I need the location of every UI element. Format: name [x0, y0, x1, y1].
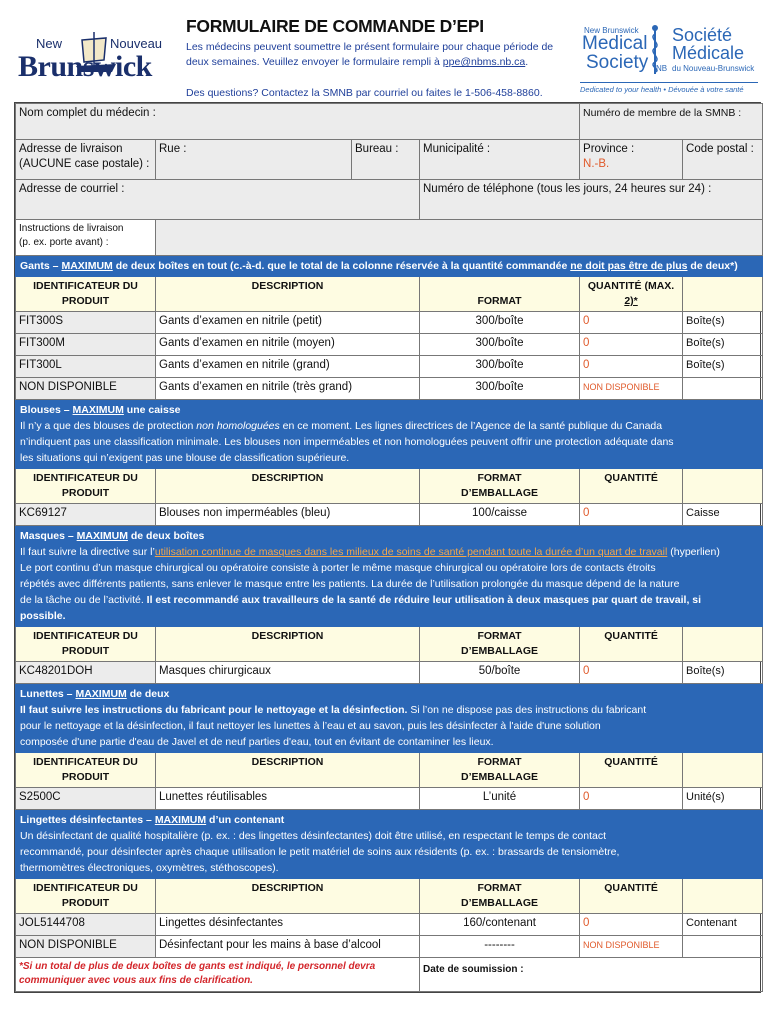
table-row: JOL5144708 Lingettes désinfectantes 160/contenant 0 Contenant	[16, 914, 763, 936]
delivery-instructions-label: Instructions de livraison (p. ex. porte avant) :	[16, 220, 156, 256]
wipes-section-band: Lingettes désinfectantes – MAXIMUM d’un contenant Un désinfectant de qualité hospitalière (p. ex. : des lingettes désinfectantes) doit être utilisé, en respectant le temps de contact recommandé, pour désinfecter après chaque utilisation le petit matériel de soins aux résidents (p. ex. : brassards de tensiomètre, thermomètres électroniques, oxymètres, stéthoscopes).	[16, 810, 763, 879]
quantity-input[interactable]: 0	[580, 914, 683, 936]
table-row: KC69127 Blouses non imperméables (bleu) 100/caisse 0 Caisse	[16, 504, 763, 526]
quantity-input[interactable]: 0	[580, 312, 683, 334]
intro-line-1: Les médecins peuvent soumettre le présent formulaire pour chaque période de	[186, 41, 554, 53]
table-row: FIT300S Gants d’examen en nitrile (petit) 300/boîte 0 Boîte(s)	[16, 312, 763, 334]
office-field[interactable]: Bureau :	[352, 140, 420, 180]
intro-line-2: deux semaines. Veuillez envoyer le formulaire rempli à ppe@nbms.nb.ca.	[186, 56, 529, 68]
goggles-section-band: Lunettes – MAXIMUM de deux Il faut suivre les instructions du fabricant pour le nettoyage et la désinfection. Si l’on ne dispose pas des instructions du fabricant pour le nettoyage et la désinfection, il faut nettoyer les lunettes à l’eau et au savon, puis les désinfecter à l'aide d'une solution composée d'une partie d'eau de Javel et de neuf parties d'eau, tout en évitant de contaminer les lieux.	[16, 684, 763, 753]
gloves-footnote: *Si un total de plus de deux boîtes de gants est indiqué, le personnel devra communiquer avec vous aux fins de clarification.	[16, 958, 420, 992]
page-title: FORMULAIRE DE COMMANDE D’EPI	[186, 16, 484, 36]
email-link[interactable]: ppe@nbms.nb.ca	[442, 56, 526, 68]
medical-society-logo: New Brunswick Medical Society Société Médicale NB du Nouveau-Brunswick Dedicated to your health • Dévouée à votre santé	[580, 22, 760, 102]
table-row: FIT300M Gants d’examen en nitrile (moyen) 300/boîte 0 Boîte(s)	[16, 334, 763, 356]
street-field[interactable]: Rue :	[156, 140, 352, 180]
unavailable-badge: NON DISPONIBLE	[580, 936, 683, 958]
gowns-section-band: Blouses – MAXIMUM une caisse Il n’y a que des blouses de protection non homologuées en ce moment. Les lignes directrices de l’Agence de la santé publique du Canada n’indiquent pas une classification minimale. Les blouses non imperméables et non homologuées peuvent offrir une protection adéquate dans les situations qui n’exigent pas une blouse de classification supérieure.	[16, 400, 763, 469]
questions-line: Des questions? Contactez la SMNB par courriel ou faites le 1-506-458-8860.	[186, 87, 543, 99]
quantity-input[interactable]: 0	[580, 504, 683, 526]
quantity-input[interactable]: 0	[580, 662, 683, 684]
email-field[interactable]: Adresse de courriel :	[16, 180, 420, 220]
masks-guideline-link[interactable]: utilisation continue de masques dans les milieux de soins de santé pendant toute la durée d’un quart de travail	[154, 546, 668, 558]
quantity-input[interactable]: 0	[580, 788, 683, 810]
unavailable-badge: NON DISPONIBLE	[580, 378, 683, 400]
postal-code-field[interactable]: Code postal :	[683, 140, 763, 180]
new-brunswick-logo: New Nouveau Brunswick	[16, 30, 176, 100]
province-value: N.-B.	[583, 158, 610, 170]
col-header-description: DESCRIPTION	[156, 277, 420, 312]
quantity-input[interactable]: 0	[580, 334, 683, 356]
municipality-field[interactable]: Municipalité :	[420, 140, 580, 180]
gloves-section-band: Gants – MAXIMUM de deux boîtes en tout (c.-à-d. que le total de la colonne réservée à la quantité commandée ne doit pas être de plus de deux*)	[16, 256, 763, 277]
table-row: FIT300L Gants d’examen en nitrile (grand) 300/boîte 0 Boîte(s)	[16, 356, 763, 378]
quantity-input[interactable]: 0	[580, 356, 683, 378]
masks-section-band: Masques – MAXIMUM de deux boîtes Il faut suivre la directive sur l’utilisation continue de masques dans les milieux de soins de santé pendant toute la durée d’un quart de travail (hyperlien) Le port continu d’un masque chirurgical ou opératoire consiste à porter le même masque chirurgical ou opératoire lors de contacts étroits répétés avec différents patients, sans enlever le masque entre les patients. La durée de l’utilisation prolongée du masque dépend de la nature de la tâche ou de l’activité. Il est recommandé aux travailleurs de la santé de réduire leur utilisation à deux masques par quart de travail, si possible.	[16, 526, 763, 627]
col-header-quantity-max: QUANTITÉ (MAX. 2)*	[580, 277, 683, 312]
delivery-address-label: Adresse de livraison (AUCUNE case postale) :	[16, 140, 156, 180]
phone-field[interactable]: Numéro de téléphone (tous les jours, 24 heures sur 24) :	[420, 180, 763, 220]
table-row: NON DISPONIBLE Gants d’examen en nitrile (très grand) 300/boîte NON DISPONIBLE	[16, 378, 763, 400]
table-row: KC48201DOH Masques chirurgicaux 50/boîte 0 Boîte(s)	[16, 662, 763, 684]
province-field[interactable]: Province : N.-B.	[580, 140, 683, 180]
submission-date-field[interactable]: Date de soumission :	[420, 958, 763, 992]
col-header-format: FORMAT	[420, 277, 580, 312]
physician-name-field[interactable]: Nom complet du médecin :	[16, 104, 580, 140]
table-row: NON DISPONIBLE Désinfectant pour les mains à base d’alcool -------- NON DISPONIBLE	[16, 936, 763, 958]
table-row: S2500C Lunettes réutilisables L’unité 0 Unité(s)	[16, 788, 763, 810]
member-number-field[interactable]: Numéro de membre de la SMNB :	[580, 104, 763, 140]
col-header-id: IDENTIFICATEUR DU PRODUIT	[16, 277, 156, 312]
delivery-instructions-field[interactable]	[156, 220, 763, 256]
order-form: Nom complet du médecin : Numéro de membre de la SMNB : Adresse de livraison (AUCUNE case postale) : Rue : Bureau : Municipalité : Province : N.-B. Code postal : Adresse de courriel : Numéro de téléphone (tous les jours, 24 heures sur 24) : Instructions de livraison (p. ex. porte avant) : Gants – MAXIMUM de deux boîtes en tout (c.-à-d. que le total de la colonne réservée à la quantité commandée ne doit pas être de plus de deux*) IDENTIFICATEUR DU PRODUIT DESCRIPTION FORMAT QUANTITÉ (MAX. 2)* FIT300S Gants d’examen en nitrile (petit) 300/boîte 0 Boîte(s) FIT300M Gants d’examen en nitrile (moyen) 300/boîte 0 Boîte(s) FIT300L Gants d’examen en nitrile (grand) 300/boîte 0 Boîte(s) NON DISPONIBLE Gants d’examen en nitrile (très grand) 300/boîte NON DISPONIBLE Blouses – MAXIMUM une caisse Il n’y a que des blouses de protection non homologuées en ce moment. Les lignes directrices de l’Agence de la santé publique du Canada n’indiquent pas une classification minimale. Les blouses non imperméables et non homologuées peuvent offrir une protection adéquate dans les situations qui n’exigent pas une blouse de classification supérieure. IDENTIFICATEUR DU PRODUIT DESCRIPTION FORMAT D’EMBALLAGE QUANTITÉ KC69127 Blouses non imperméables (bleu) 100/caisse 0 Caisse Masques – MAXIMUM de deux boîtes Il faut suivre la directive sur l’utilisation continue de masques dans les milieux de soins de santé pendant toute la durée d’un quart de travail (hyperlien) Le port continu d’un masque chirurgical ou opératoire consiste à porter le même masque chirurgical ou opératoire lors de contacts étroits répétés avec différents patients, sans enlever le masque entre les patients. La durée de l’utilisation prolongée du masque dépend de la nature de la tâche ou de l’activité. Il est recommandé aux travailleurs de la santé de réduire leur utilisation à deux masques par quart de travail, si possible. IDENTIFICATEUR DU PRODUIT DESCRIPTION FORMAT D’EMBALLAGE QUANTITÉ KC48201DOH Masques chirurgicaux 50/boîte 0 Boîte(s) Lunettes – MAXIMUM de deux Il faut suivre les instructions du fabricant pour le nettoyage et la désinfection. Si l’on ne dispose pas des instructions du fabricant pour le nettoyage et la désinfection, il faut nettoyer les lunettes à l’eau et au savon, puis les désinfecter à l'aide d'une solution composée d'une partie d'eau de Javel et de neuf parties d'eau, tout en évitant de contaminer les lieux. IDENTIFICATEUR DU PRODUIT DESCRIPTION FORMAT D’EMBALLAGE QUANTITÉ S2500C Lunettes réutilisables L’unité 0 Unité(s) Lingettes désinfectantes – MAXIMUM d’un contenant Un désinfectant de qualité hospitalière (p. ex. : des lingettes désinfectantes) doit être utilisé, en respectant le temps de contact recommandé, pour désinfecter après chaque utilisation le petit matériel de soins aux résidents (p. ex. : brassards de tensiomètre, thermomètres électroniques, oxymètres, stéthoscopes). IDENTIFICATEUR DU PRODUIT DESCRIPTION FORMAT D’EMBALLAGE QUANTITÉ JOL5144708 Lingettes désinfectantes 160/contenant 0 Contenant NON DISPONIBLE Désinfectant pour les mains à base d’alcool -------- NON DISPONIBLE *Si un total de plus de deux boîtes de gants est indiqué, le personnel devra communiquer avec vous aux fins de clarification. Date de soumission :	[14, 102, 761, 993]
